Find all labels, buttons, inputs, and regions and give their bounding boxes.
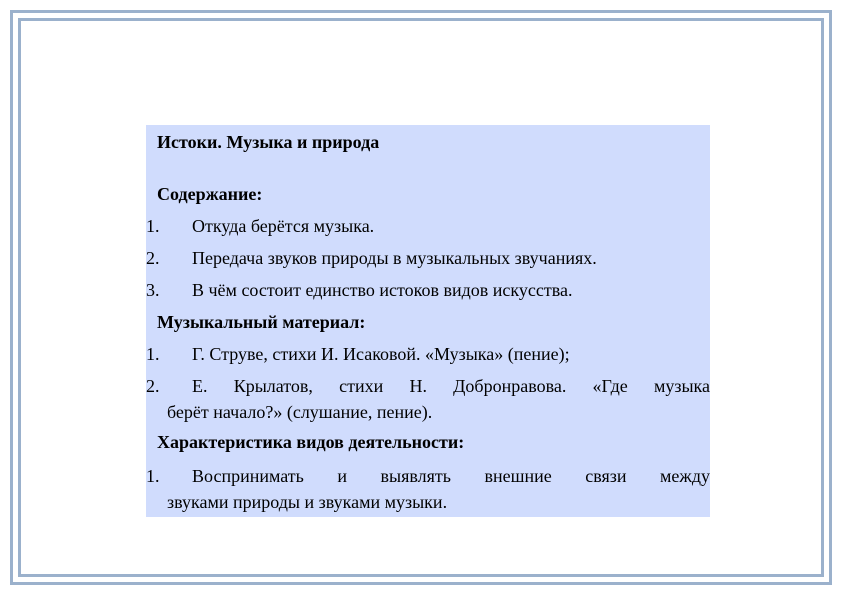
list-item-text-line1: Е. Крылатов, стихи Н. Добронравова. «Где музыка (192, 376, 710, 396)
list-number: 2. (146, 248, 160, 268)
list-item (146, 277, 710, 303)
lesson-title: Истоки. Музыка и природа (157, 132, 380, 152)
list-item (146, 245, 710, 271)
list-item-text: В чём состоит единство истоков видов искусства. (192, 280, 573, 300)
list-number: 1. (146, 216, 160, 236)
list-item-text: Передача звуков природы в музыкальных звучаниях. (192, 248, 597, 268)
list-item-text: Откуда берётся музыка. (192, 216, 375, 236)
list-item-text-line1: Воспринимать и выявлять внешние связи между (192, 466, 710, 486)
list-item (146, 213, 710, 239)
list-item-text-line2: звуками природы и звуками музыки. (167, 492, 448, 512)
list-number: 2. (146, 376, 160, 396)
list-item (146, 341, 710, 367)
list-number: 3. (146, 280, 160, 300)
list-item-text-line2: берёт начало?» (слушание, пение). (167, 402, 433, 422)
activity-heading: Характеристика видов деятельности: (157, 432, 465, 452)
content-heading: Содержание: (157, 184, 263, 204)
list-item (146, 373, 710, 425)
lesson-content (146, 125, 710, 517)
list-number: 1. (146, 344, 160, 364)
list-item-text: Г. Струве, стихи И. Исаковой. «Музыка» (пение); (192, 344, 570, 364)
material-heading: Музыкальный материал: (157, 312, 366, 332)
list-number: 1. (146, 466, 160, 486)
list-item (146, 463, 710, 517)
